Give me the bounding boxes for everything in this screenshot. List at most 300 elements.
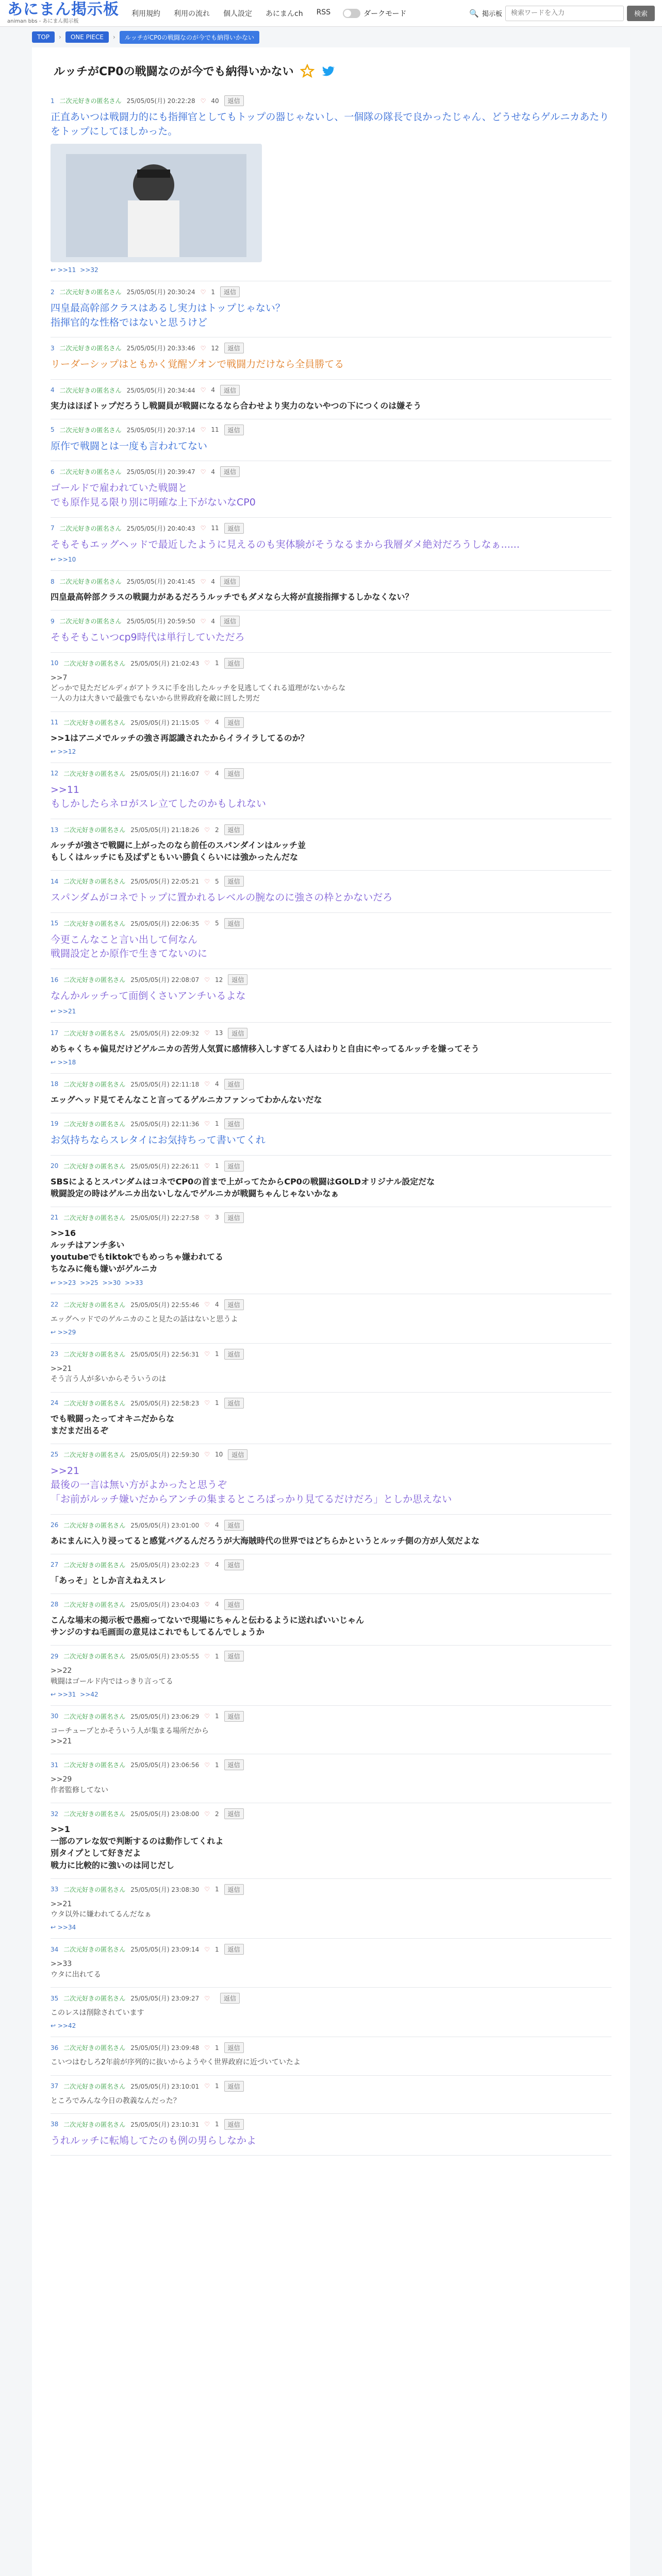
heart-icon[interactable]: ♡ xyxy=(204,826,210,834)
site-logo[interactable] xyxy=(7,2,119,25)
heart-icon[interactable]: ♡ xyxy=(204,1029,210,1037)
post-body xyxy=(51,1574,611,1586)
heart-icon[interactable]: ♡ xyxy=(204,1810,210,1818)
post xyxy=(51,1803,611,1879)
heart-icon[interactable]: ♡ xyxy=(204,770,210,777)
thread-main xyxy=(32,47,630,2576)
post-date: 25/05/05(月) 23:08:00 xyxy=(130,1810,200,1818)
post-number[interactable]: 22 xyxy=(51,1301,59,1309)
reply-link[interactable]: >>32 xyxy=(80,266,98,274)
reply-arrow-icon: ↩ xyxy=(51,2022,58,2030)
crumb-category[interactable]: ONE PIECE xyxy=(65,31,109,43)
like-count: 1 xyxy=(215,2044,219,2052)
post-number[interactable]: 12 xyxy=(51,770,59,777)
search-box[interactable] xyxy=(505,6,624,21)
reply-button[interactable]: 返信 xyxy=(224,2042,244,2053)
post-body xyxy=(51,1535,611,1547)
thread-title-row xyxy=(54,63,611,79)
post-line: >>7 xyxy=(51,673,68,682)
post-number[interactable]: 23 xyxy=(51,1350,59,1358)
poster-name: 二次元好きの匿名さん xyxy=(63,1761,126,1769)
heart-icon[interactable]: ♡ xyxy=(204,1994,210,2002)
post-meta xyxy=(51,1079,611,1090)
post-date: 25/05/05(月) 23:01:00 xyxy=(130,1521,200,1529)
heart-icon[interactable]: ♡ xyxy=(204,2082,210,2090)
post-line: そう言う人が多いからそういうのは xyxy=(51,1375,166,1384)
post-meta xyxy=(51,576,611,587)
post-number[interactable]: 6 xyxy=(51,468,55,476)
dark-mode-label: ダークモード xyxy=(363,9,407,18)
like-count: 4 xyxy=(215,1301,219,1309)
reply-button[interactable]: 返信 xyxy=(220,616,240,626)
crumb-thread[interactable]: ルッチがCP0の戦闘なのが今でも納得いかない xyxy=(120,31,259,44)
post-date: 25/05/05(月) 22:27:58 xyxy=(130,1214,200,1222)
reply-button[interactable]: 返信 xyxy=(224,717,244,728)
like-count: 12 xyxy=(215,976,223,984)
reply-button[interactable]: 返信 xyxy=(224,1299,244,1310)
search-scope[interactable]: 掲示板 xyxy=(482,10,502,18)
like-count: 1 xyxy=(215,2121,219,2128)
post-line: 別タイプとして好きだよ xyxy=(51,1848,141,1858)
poster-name: 二次元好きの匿名さん xyxy=(63,1350,126,1358)
post-number[interactable]: 38 xyxy=(51,2121,59,2128)
post xyxy=(51,1113,611,1156)
reply-button[interactable]: 返信 xyxy=(224,1884,244,1895)
post-number[interactable]: 13 xyxy=(51,826,59,834)
post-meta xyxy=(51,658,611,669)
like-count: 4 xyxy=(215,1561,219,1569)
post-date: 25/05/05(月) 22:59:30 xyxy=(130,1451,200,1459)
reply-button[interactable]: 返信 xyxy=(224,876,244,887)
post-body xyxy=(51,301,611,330)
post-line: >>33 xyxy=(51,1960,72,1969)
reply-link[interactable]: >>29 xyxy=(57,1328,76,1336)
post-date: 25/05/05(月) 21:18:26 xyxy=(130,826,200,834)
reply-button[interactable]: 返信 xyxy=(224,1808,244,1819)
heart-icon[interactable]: ♡ xyxy=(200,578,206,585)
post xyxy=(51,1706,611,1755)
post-number[interactable]: 24 xyxy=(51,1399,59,1407)
post-meta xyxy=(51,616,611,626)
reply-link[interactable]: >>11 xyxy=(57,266,76,274)
toggle-switch[interactable] xyxy=(343,9,360,18)
reply-button[interactable]: 返信 xyxy=(224,425,244,435)
post-body xyxy=(51,989,611,1004)
heart-icon[interactable]: ♡ xyxy=(204,1162,210,1170)
reply-link[interactable]: >>34 xyxy=(57,1924,76,1931)
post-line: ルッチはアンチ多い xyxy=(51,1240,125,1250)
post-image[interactable] xyxy=(51,144,262,262)
post-line: もしかしたらネロがスレ立てしたのかもしれない xyxy=(51,798,267,810)
post-meta xyxy=(51,1161,611,1172)
post-number[interactable]: 17 xyxy=(51,1029,59,1037)
reply-button[interactable]: 返信 xyxy=(224,1944,244,1955)
heart-icon[interactable]: ♡ xyxy=(204,1301,210,1309)
post-date: 25/05/05(月) 20:30:24 xyxy=(126,289,195,296)
post-meta xyxy=(51,768,611,779)
post-number[interactable]: 7 xyxy=(51,524,55,532)
poster-name: 二次元好きの匿名さん xyxy=(63,1946,126,1954)
heart-icon[interactable]: ♡ xyxy=(200,97,206,105)
reply-button[interactable]: 返信 xyxy=(224,1118,244,1129)
post-meta xyxy=(51,286,611,297)
reply-button[interactable]: 返信 xyxy=(224,824,244,835)
post-body xyxy=(51,1094,611,1106)
post-number[interactable]: 31 xyxy=(51,1761,59,1769)
post-line: ところでみんな今日の教義なんだった？ xyxy=(51,2096,180,2105)
reply-button[interactable]: 返信 xyxy=(228,974,247,985)
post-line: そもそもこいつcp9時代は単行していただろ xyxy=(51,632,245,643)
poster-name: 二次元好きの匿名さん xyxy=(63,2044,126,2052)
post-date: 25/05/05(月) 22:06:35 xyxy=(130,920,200,927)
post-line: >>1 xyxy=(51,1824,70,1835)
reply-links xyxy=(51,2022,611,2029)
reply-button[interactable]: 返信 xyxy=(224,1560,244,1570)
post-number[interactable]: 36 xyxy=(51,2044,59,2052)
nav-rss[interactable]: RSS xyxy=(316,8,331,16)
heart-icon[interactable]: ♡ xyxy=(204,2121,210,2128)
reply-button[interactable]: 返信 xyxy=(224,2081,244,2092)
dark-mode-toggle[interactable] xyxy=(343,8,406,19)
post xyxy=(51,281,611,337)
post-number[interactable]: 11 xyxy=(51,719,59,726)
post-line: 一部のアレな奴で判断するのは動作してくれよ xyxy=(51,1836,224,1846)
post-line: >>21 xyxy=(51,1364,72,1373)
post-date: 25/05/05(月) 23:05:55 xyxy=(130,1653,200,1660)
poster-name: 二次元好きの匿名さん xyxy=(59,426,122,434)
post-number[interactable]: 5 xyxy=(51,426,55,434)
reply-button[interactable]: 返信 xyxy=(220,466,240,477)
post-meta xyxy=(51,1759,611,1770)
reply-button[interactable]: 返信 xyxy=(220,576,240,587)
reply-arrow-icon: ↩ xyxy=(51,1690,58,1698)
reply-link[interactable]: >>25 xyxy=(80,1279,98,1286)
reply-button[interactable]: 返信 xyxy=(224,2119,244,2130)
post-line: >>21 xyxy=(51,1737,72,1746)
post xyxy=(51,1515,611,1554)
post-date: 25/05/05(月) 23:10:31 xyxy=(130,2121,200,2128)
reply-button[interactable]: 返信 xyxy=(220,1993,240,2004)
post xyxy=(51,1023,611,1074)
post xyxy=(51,1207,611,1294)
poster-name: 二次元好きの匿名さん xyxy=(63,1301,126,1309)
post-line: ゴールドで雇われていた戦闘と xyxy=(51,482,188,494)
heart-icon[interactable]: ♡ xyxy=(204,920,210,927)
thread-title: ルッチがCP0の戦闘なのが今でも納得いかない xyxy=(54,65,294,78)
post-meta xyxy=(51,95,611,106)
post-meta xyxy=(51,717,611,728)
reply-button[interactable]: 返信 xyxy=(224,658,244,669)
post-meta xyxy=(51,385,611,396)
reply-link[interactable]: >>31 xyxy=(57,1690,76,1698)
post-body xyxy=(51,1959,611,1980)
post-date: 25/05/05(月) 20:40:43 xyxy=(126,524,195,532)
like-count: 4 xyxy=(211,468,216,476)
reply-button[interactable]: 返信 xyxy=(224,523,244,534)
poster-name: 二次元好きの匿名さん xyxy=(63,2121,126,2128)
reply-button[interactable]: 返信 xyxy=(224,1520,244,1531)
post-meta xyxy=(51,1944,611,1955)
reply-button[interactable]: 返信 xyxy=(224,343,244,353)
search-icon: 🔍 xyxy=(469,8,479,18)
post-body xyxy=(51,891,611,905)
post-meta xyxy=(51,1028,611,1039)
post-meta xyxy=(51,1398,611,1409)
post-number[interactable]: 37 xyxy=(51,2082,59,2090)
reply-link[interactable]: >>21 xyxy=(57,1007,76,1015)
post-line: ウタ以外に嫌われてるんだなぁ xyxy=(51,1910,152,1919)
poster-name: 二次元好きの匿名さん xyxy=(63,1810,126,1818)
post-line: ちなみに俺も嫌いがゲルニカ xyxy=(51,1264,158,1274)
reply-button[interactable]: 返信 xyxy=(224,1651,244,1662)
heart-icon[interactable]: ♡ xyxy=(200,344,206,352)
heart-icon[interactable]: ♡ xyxy=(204,1761,210,1769)
reply-button[interactable]: 返信 xyxy=(224,1759,244,1770)
reply-button[interactable]: 返信 xyxy=(224,1212,244,1223)
post xyxy=(51,871,611,913)
post-number[interactable]: 16 xyxy=(51,976,59,984)
poster-name: 二次元好きの匿名さん xyxy=(59,97,122,105)
post-meta xyxy=(51,918,611,929)
heart-icon[interactable]: ♡ xyxy=(204,976,210,984)
reply-button[interactable]: 返信 xyxy=(224,918,244,929)
reply-link[interactable]: >>42 xyxy=(57,2022,76,2030)
post-number[interactable]: 34 xyxy=(51,1945,59,1953)
nav-animanch[interactable]: あにまんch xyxy=(266,9,303,18)
poster-name: 二次元好きの匿名さん xyxy=(63,1601,126,1608)
post-number[interactable]: 29 xyxy=(51,1652,59,1660)
post xyxy=(51,1988,611,2037)
heart-icon[interactable]: ♡ xyxy=(204,1080,210,1088)
like-count: 1 xyxy=(215,1713,219,1720)
post-meta xyxy=(51,2119,611,2130)
post-line: なんかルッチって面倒くさいアンチいるよな xyxy=(51,990,246,1002)
post-number[interactable]: 9 xyxy=(51,617,55,625)
like-count: 1 xyxy=(215,2082,219,2090)
search-input[interactable] xyxy=(510,9,619,18)
poster-name: 二次元好きの匿名さん xyxy=(59,524,122,532)
post-number[interactable]: 14 xyxy=(51,877,59,885)
like-count: 1 xyxy=(215,659,219,667)
post-date: 25/05/05(月) 22:58:23 xyxy=(130,1399,200,1407)
post-body xyxy=(51,1176,611,1199)
post-number[interactable]: 1 xyxy=(51,97,55,105)
heart-icon[interactable]: ♡ xyxy=(204,1945,210,1953)
post-meta xyxy=(51,1520,611,1531)
heart-icon[interactable]: ♡ xyxy=(204,2044,210,2052)
reply-button[interactable]: 返信 xyxy=(220,286,240,297)
reply-button[interactable]: 返信 xyxy=(224,1349,244,1360)
heart-icon[interactable]: ♡ xyxy=(204,1561,210,1569)
post-number[interactable]: 3 xyxy=(51,344,55,352)
poster-name: 二次元好きの匿名さん xyxy=(63,2082,126,2090)
post-date: 25/05/05(月) 22:56:31 xyxy=(130,1350,200,1358)
post-meta xyxy=(51,1711,611,1722)
post-number[interactable]: 30 xyxy=(51,1713,59,1720)
reply-button[interactable]: 返信 xyxy=(220,385,240,396)
post-line: でも戦闘ったってオキニだからな xyxy=(51,1413,175,1423)
like-count: 4 xyxy=(215,1521,219,1529)
reply-button[interactable]: 返信 xyxy=(224,95,244,106)
reply-button[interactable]: 返信 xyxy=(224,1161,244,1172)
reply-arrow-icon: ↩ xyxy=(51,748,58,755)
favorite-star-icon[interactable] xyxy=(300,64,315,78)
post-line: エッグヘッド見てそんなこと言ってるゲルニカファンってわかんないだな xyxy=(51,1094,322,1105)
post-line: リーダーシップはともかく覚醒ゾオンで戦闘力だけなら全員勝てる xyxy=(51,359,344,370)
post-date: 25/05/05(月) 21:02:43 xyxy=(130,659,200,667)
poster-name: 二次元好きの匿名さん xyxy=(63,920,126,927)
heart-icon[interactable]: ♡ xyxy=(204,1399,210,1407)
poster-name: 二次元好きの匿名さん xyxy=(63,659,126,667)
heart-icon[interactable]: ♡ xyxy=(204,1350,210,1358)
reply-arrow-icon: ↩ xyxy=(51,556,58,564)
post-date: 25/05/05(月) 22:11:18 xyxy=(130,1080,200,1088)
post-body xyxy=(51,591,611,603)
reply-link[interactable]: >>33 xyxy=(125,1279,143,1286)
post-date: 25/05/05(月) 20:37:14 xyxy=(126,426,195,434)
post-number[interactable]: 27 xyxy=(51,1561,59,1569)
post-number[interactable]: 8 xyxy=(51,578,55,585)
heart-icon[interactable]: ♡ xyxy=(204,719,210,726)
heart-icon[interactable]: ♡ xyxy=(204,877,210,885)
post-body xyxy=(51,1043,611,1055)
post xyxy=(51,2037,611,2075)
poster-name: 二次元好きの匿名さん xyxy=(63,1120,126,1128)
heart-icon[interactable]: ♡ xyxy=(204,1652,210,1660)
post-line: スパンダムがコネでトップに置かれるレベルの腕なのに強さの枠とかないだろ xyxy=(51,892,393,904)
post-line: もしくはルッチにも及ばずともいい勝負くらいには強かったんだな xyxy=(51,852,299,862)
post-date: 25/05/05(月) 23:04:03 xyxy=(130,1601,200,1608)
breadcrumb xyxy=(0,27,662,47)
heart-icon[interactable]: ♡ xyxy=(204,1886,210,1893)
post-line: サンジのすね毛画面の意見はこれでもしてるんでしょうか xyxy=(51,1627,264,1637)
reply-button[interactable]: 返信 xyxy=(224,1398,244,1409)
reply-link[interactable]: >>30 xyxy=(102,1279,121,1286)
heart-icon[interactable]: ♡ xyxy=(204,1214,210,1222)
heart-icon[interactable]: ♡ xyxy=(204,659,210,667)
post-body xyxy=(51,439,611,454)
poster-name: 二次元好きの匿名さん xyxy=(59,289,122,296)
reply-button[interactable]: 返信 xyxy=(228,1028,247,1039)
nav-settings[interactable]: 個人設定 xyxy=(223,9,252,18)
nav-flow[interactable]: 利用の流れ xyxy=(174,9,210,18)
post-body xyxy=(51,1413,611,1436)
heart-icon[interactable]: ♡ xyxy=(204,1120,210,1128)
poster-name: 二次元好きの匿名さん xyxy=(59,468,122,476)
search-area xyxy=(469,6,655,21)
post-number[interactable]: 35 xyxy=(51,1994,59,2002)
post-line: エッグヘッドでのゲルニカのこと見たの話はないと思うよ xyxy=(51,1315,238,1324)
post-line: >>22 xyxy=(51,1667,72,1675)
post xyxy=(51,337,611,380)
post-number[interactable]: 2 xyxy=(51,288,55,296)
like-count: 4 xyxy=(211,578,216,585)
post-meta xyxy=(51,466,611,477)
post-number[interactable]: 15 xyxy=(51,920,59,927)
post-number[interactable]: 4 xyxy=(51,386,55,394)
post-number[interactable]: 19 xyxy=(51,1120,59,1128)
like-count: 3 xyxy=(215,1214,219,1222)
heart-icon[interactable]: ♡ xyxy=(204,1713,210,1720)
post-body xyxy=(51,2008,611,2018)
reply-button[interactable]: 返信 xyxy=(224,1711,244,1722)
heart-icon[interactable]: ♡ xyxy=(200,617,206,625)
post xyxy=(51,90,611,281)
reply-link[interactable]: >>10 xyxy=(57,556,76,564)
post-body xyxy=(51,358,611,372)
like-count: 4 xyxy=(211,617,216,625)
post-number[interactable]: 10 xyxy=(51,659,59,667)
heart-icon[interactable]: ♡ xyxy=(200,426,206,434)
like-count: 2 xyxy=(215,826,219,834)
like-count: 11 xyxy=(211,524,219,532)
poster-name: 二次元好きの匿名さん xyxy=(59,345,122,352)
post-meta xyxy=(51,2081,611,2092)
poster-name: 二次元好きの匿名さん xyxy=(63,1713,126,1720)
reply-link[interactable]: >>23 xyxy=(57,1279,76,1286)
post-meta xyxy=(51,1212,611,1223)
heart-icon[interactable]: ♡ xyxy=(200,386,206,394)
post-number[interactable]: 18 xyxy=(51,1080,59,1088)
reply-links xyxy=(51,1279,611,1286)
reply-button[interactable]: 返信 xyxy=(224,768,244,779)
post-number[interactable]: 28 xyxy=(51,1601,59,1608)
post-number[interactable]: 33 xyxy=(51,1886,59,1893)
reply-button[interactable]: 返信 xyxy=(224,1599,244,1610)
post-date: 25/05/05(月) 20:59:50 xyxy=(126,618,195,625)
post-meta xyxy=(51,1118,611,1129)
post-number[interactable]: 20 xyxy=(51,1162,59,1170)
post-line: 実力はほぼトップだろうし戦闘員が戦闘になるなら合わせより実力のないやつの下につくのは嫌そう xyxy=(51,400,422,411)
reply-button[interactable]: 返信 xyxy=(228,1449,247,1460)
post-line: >>11 xyxy=(51,784,80,795)
post-date: 25/05/05(月) 20:33:46 xyxy=(126,345,195,352)
heart-icon[interactable]: ♡ xyxy=(200,524,206,532)
post-number[interactable]: 32 xyxy=(51,1810,59,1818)
post-date: 25/05/05(月) 22:05:21 xyxy=(130,878,200,886)
search-button[interactable]: 検索 xyxy=(627,6,655,21)
reply-button[interactable]: 返信 xyxy=(224,1079,244,1090)
heart-icon[interactable]: ♡ xyxy=(200,468,206,476)
crumb-top[interactable]: TOP xyxy=(32,31,55,43)
post-line: 正直あいつは戦闘力的にも指揮官としてもトップの器じゃないし、一個隊の隊長で良かったじゃん、どうせならゲルニカあたりをトップにしてほしかった。 xyxy=(51,111,609,137)
post-body xyxy=(51,110,611,139)
heart-icon[interactable]: ♡ xyxy=(204,1601,210,1608)
post-line: でも原作見る限り別に明確な上下がないなCP0 xyxy=(51,497,256,509)
heart-icon[interactable]: ♡ xyxy=(200,288,206,296)
post xyxy=(51,1444,611,1515)
post-line: 今更こんなこと言い出して何なん xyxy=(51,934,198,945)
logo-subtitle: animan bbs - あにまん掲示板 xyxy=(7,18,79,24)
reply-link[interactable]: >>12 xyxy=(57,748,76,755)
post-number[interactable]: 25 xyxy=(51,1451,59,1459)
twitter-share-icon[interactable] xyxy=(321,64,335,78)
post xyxy=(51,1939,611,1988)
heart-icon[interactable]: ♡ xyxy=(204,1521,210,1529)
post-line: あにまんに入り浸ってると感覚バグるんだろうが大海賊時代の世界ではどちらかというとルッチ側の方が人気だよな xyxy=(51,1535,480,1546)
reply-link[interactable]: >>18 xyxy=(57,1058,76,1066)
heart-icon[interactable]: ♡ xyxy=(204,1451,210,1459)
nav-terms[interactable]: 利用規約 xyxy=(131,9,160,18)
reply-link[interactable]: >>42 xyxy=(80,1690,98,1698)
post-line: 「あっそ」としか言えねえスレ xyxy=(51,1575,166,1585)
like-count: 40 xyxy=(211,97,219,105)
reply-links xyxy=(51,1059,611,1066)
post-number[interactable]: 26 xyxy=(51,1521,59,1529)
post-body xyxy=(51,1227,611,1275)
post-date: 25/05/05(月) 22:09:32 xyxy=(130,1029,200,1037)
post-number[interactable]: 21 xyxy=(51,1214,59,1222)
